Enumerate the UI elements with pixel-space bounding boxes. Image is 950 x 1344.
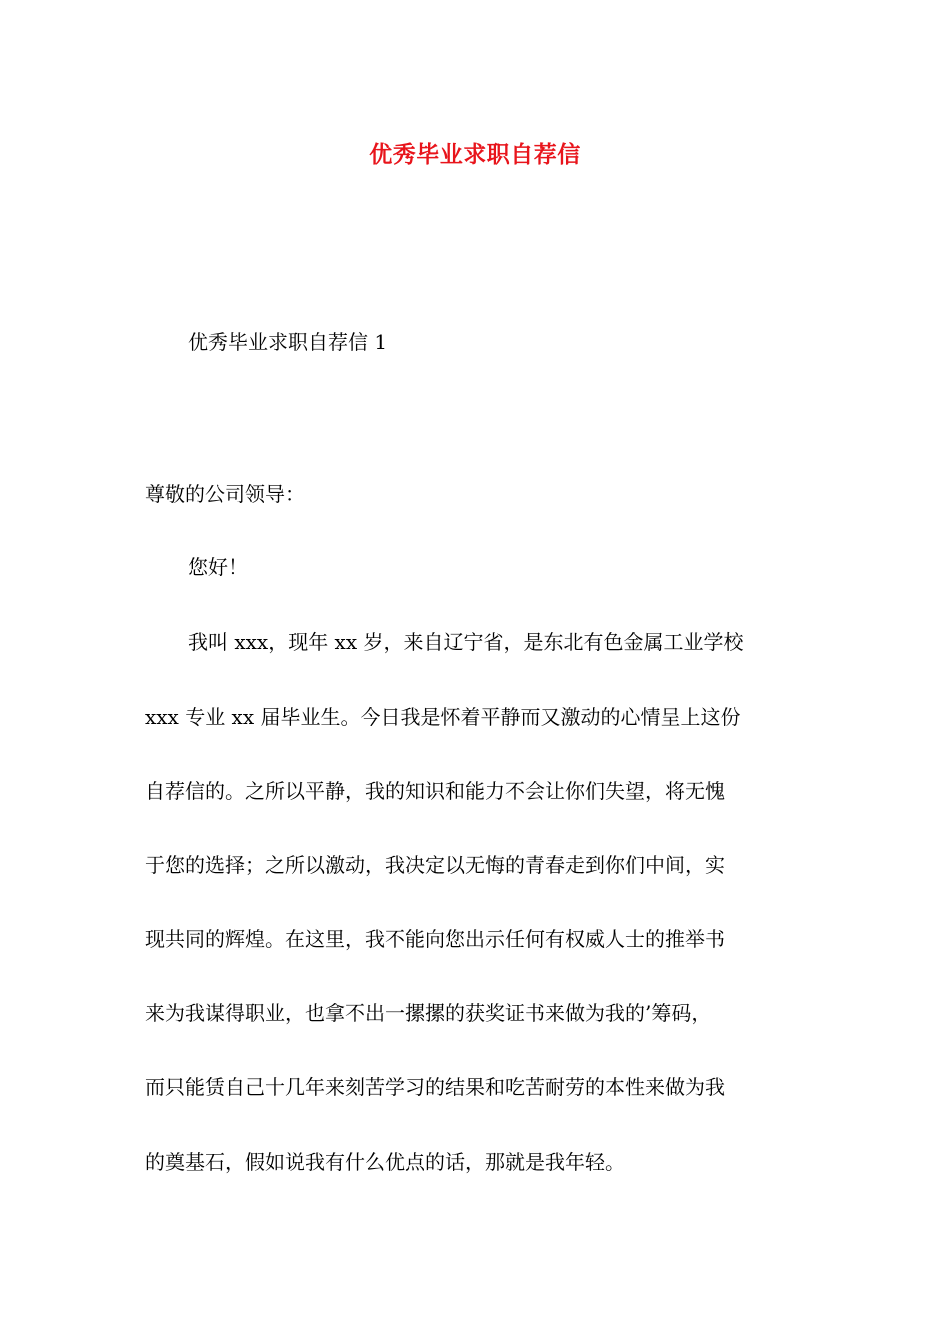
body-line-6: 来为我谋得职业，也拿不出一摞摞的获奖证书来做为我的’筹码， bbox=[145, 1001, 712, 1025]
body-line-8: 的奠基石，假如说我有什么优点的话，那就是我年轻。 bbox=[145, 1150, 625, 1174]
body-line-1: 我叫 xxx，现年 xx 岁，来自辽宁省，是东北有色金属工业学校 bbox=[188, 630, 744, 654]
document-title: 优秀毕业求职自荐信 bbox=[369, 141, 581, 168]
body-line-4: 于您的选择；之所以激动，我决定以无悔的青春走到你们中间，实 bbox=[145, 853, 725, 877]
body-line-7: 而只能赁自己十几年来刻苦学习的结果和吃苦耐劳的本性来做为我 bbox=[145, 1075, 725, 1099]
letter-greeting: 您好！ bbox=[188, 555, 248, 579]
letter-salutation: 尊敬的公司领导： bbox=[145, 482, 305, 506]
letter-subheading: 优秀毕业求职自荐信 1 bbox=[188, 330, 388, 354]
body-line-2: xxx 专业 xx 届毕业生。今日我是怀着平静而又激动的心情呈上这份 bbox=[145, 705, 741, 729]
body-line-3: 自荐信的。之所以平静，我的知识和能力不会让你们失望，将无愧 bbox=[145, 779, 725, 803]
body-line-5: 现共同的辉煌。在这里，我不能向您出示任何有权威人士的推举书 bbox=[145, 927, 725, 951]
